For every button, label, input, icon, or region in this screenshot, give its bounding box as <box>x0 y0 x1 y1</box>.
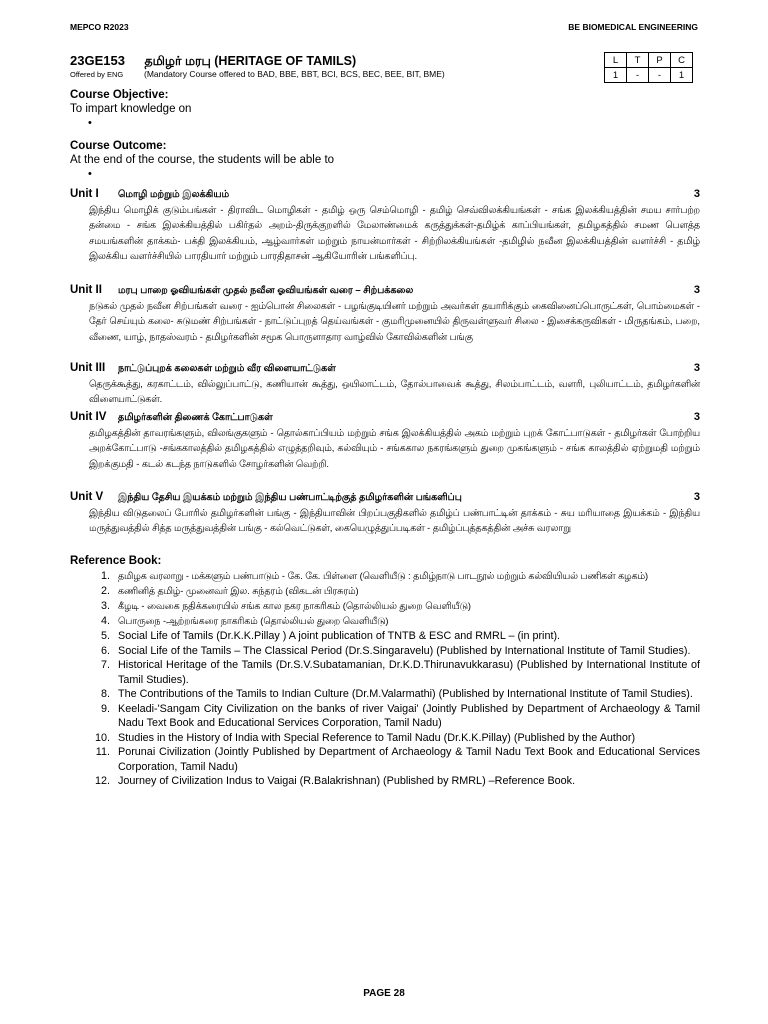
outcome-heading: Course Outcome: <box>70 140 167 152</box>
unit-body: நடுகல் முதல் நவீன சிற்பங்கள் வரை - ஐம்பொன் சிலைகள் - பழங்குடியினர் மற்றும் அவர்கள் தயாரிக்கும் கைவினைப்பொருட்கள், பொம்மைகள் - தேர் செய்யும் கலை- சுடுமண் சிற்பங்கள் - நாட்டுப்புறத் தெய்வங்கள் - குமரிமுனையில் திருவள்ளுவர் சிலை - இசைக்கருவிகள் - மிருதங்கம், பறை, வீணை, யாழ், நாதஸ்வரம் - தமிழர்களின் சமூக பொருளாதார வாழ்வில் கோவில்களின் பங்கு <box>89 301 700 342</box>
unit-number: Unit III <box>70 362 106 374</box>
ltpc-value-cell: - <box>627 68 649 83</box>
objective-text: To impart knowledge on <box>70 103 192 115</box>
reference-item <box>70 584 700 599</box>
reference-item <box>70 614 700 629</box>
unit-title: மொழி மற்றும் இலக்கியம் <box>118 189 230 200</box>
unit-heading <box>70 491 700 506</box>
ltpc-header-cell: C <box>671 53 693 68</box>
reference-list <box>70 569 700 789</box>
reference-item <box>70 629 700 644</box>
course-outcome <box>70 139 700 182</box>
objective-bullet: • <box>88 117 92 129</box>
ltpc-value-row <box>605 68 693 83</box>
unit-hours: 3 <box>693 188 700 200</box>
unit-body: தமிழகத்தின் தாவரங்களும், விலங்குகளும் - தொல்காப்பியம் மற்றும் சங்க இலக்கியத்தில் அகம் மற்றும் புறக் கோட்பாடுகள் - தமிழர்கள் போற்றிய அறக்கோட்பாடு -சங்ககாலத்தில் தமிழகத்தில் எழுத்தறிவும், கல்வியும் - சங்ககால நகரங்களும் துறை முகங்களும் - சங்க காலத்தில் ஏற்றுமதி மற்றும் இறக்குமதி - கடல் கடந்த நாடுகளில் சோழர்களின் வெற்றி. <box>89 428 700 469</box>
reference-text: The Contributions of the Tamils to Indian Culture (Dr.M.Valarmathi) (Published by International Institute of Tamil Studies). <box>118 688 693 700</box>
course-heading <box>70 52 590 70</box>
header-department: BE BIOMEDICAL ENGINEERING <box>568 22 698 32</box>
reference-item <box>70 745 700 774</box>
unit-title: தமிழர்களின் திணைக் கோட்பாடுகள் <box>118 412 273 423</box>
unit-heading <box>70 284 700 299</box>
unit-hours: 3 <box>693 491 700 503</box>
reference-number: 6. <box>100 644 110 657</box>
ltpc-header-cell: T <box>627 53 649 68</box>
reference-item <box>70 658 700 687</box>
reference-item <box>70 774 700 789</box>
reference-item <box>70 702 700 731</box>
offered-by: Offered by ENG <box>70 70 124 79</box>
reference-item <box>70 644 700 659</box>
ltpc-header-cell: L <box>605 53 627 68</box>
unit-2 <box>70 284 700 345</box>
unit-hours: 3 <box>693 284 700 296</box>
unit-title: மரபு பாறை ஓவியங்கள் முதல் நவீன ஓவியங்கள் வரை – சிற்பக்கலை <box>118 285 414 296</box>
unit-title: இந்திய தேசிய இயக்கம் மற்றும் இந்திய பண்பாட்டிற்குத் தமிழர்களின் பங்களிப்பு <box>118 492 462 503</box>
reference-item <box>70 599 700 614</box>
reference-text: Porunai Civilization (Jointly Published by Department of Archaeology & Tamil Nadu Text Book and Educational Services Corporation, Tamil Nadu) <box>118 746 700 773</box>
reference-number: 10. <box>94 731 110 744</box>
unit-1 <box>70 188 700 264</box>
reference-heading: Reference Book: <box>70 555 162 567</box>
unit-heading <box>70 362 700 377</box>
reference-text: Historical Heritage of the Tamils (Dr.S.V.Subatamanian, Dr.K.D.Thirunavukkarasu) (Published by International Institute of Tamil Studies). <box>118 659 700 686</box>
reference-number: 2. <box>100 585 110 597</box>
course-objective <box>70 88 700 131</box>
unit-body: இந்திய மொழிக் குடும்பங்கள் - திராவிட மொழிகள் - தமிழ் ஒரு செம்மொழி - தமிழ் செவ்விலக்கியங்கள் - சங்க இலக்கியத்தின் சமய சார்பற்ற தன்மை - சங்க இலக்கியத்தில் பகிர்தல் அறம்-திருக்குறளில் மேலாண்மைக் கருத்துக்கள்-தமிழ்க் காப்பியங்கள், தமிழகத்தில் சமண பௌத்த சமயங்களின் தாக்கம்- பக்தி இலக்கியம், ஆழ்வார்கள் மற்றும் நாயன்மார்கள் - சிற்றிலக்கியங்கள் -தமிழில் நவீன இலக்கியத்தின் வளர்ச்சி - தமிழ் இலக்கிய வளர்ச்சியில் பாரதியார் மற்றும் பாரதிதாசன் ஆகியோரின் பங்களிப்பு. <box>89 205 700 261</box>
course-title: தமிழர் மரபு (HERITAGE OF TAMILS) <box>144 54 357 68</box>
unit-heading <box>70 188 700 203</box>
ltpc-value-cell: 1 <box>671 68 693 83</box>
unit-body: இந்திய விடுதலைப் போரில் தமிழர்களின் பங்கு - இந்தியாவின் பிறப்பகுதிகளில் தமிழ்ப் பண்பாட்டின் தாக்கம் - சுய மரியாதை இயக்கம் - இந்திய மருத்துவத்தில் சித்த மருத்துவத்தின் பங்கு - கல்வெட்டுகள், கையெழுத்துப்படிகள் - தமிழ்ப்புத்தகத்தின் அச்சு வரலாறு <box>89 508 700 534</box>
reference-number: 11. <box>95 746 110 758</box>
reference-item <box>70 569 700 584</box>
reference-text: Studies in the History of India with Special Reference to Tamil Nadu (Dr.K.K.Pillay) (Published by the Author) <box>118 731 636 744</box>
outcome-bullet: • <box>88 168 92 180</box>
ltpc-table <box>604 52 693 83</box>
reference-text: Social Life of Tamils (Dr.K.K.Pillay ) A joint publication of TNTB & ESC and RMRL – (in print). <box>118 630 561 642</box>
reference-text: Keeladi-'Sangam City Civilization on the banks of river Vaigai' (Jointly Published by Department of Archaeology & Tamil Nadu Text Book and Educational Services Corporation, Tamil Nadu) <box>118 702 700 729</box>
unit-hours: 3 <box>693 362 700 374</box>
reference-text: தமிழக வரலாறு - மக்களும் பண்பாடும் - கே. கே. பிள்ளை (வெளியீடு : தமிழ்நாடு பாடநூல் மற்றும் கல்வியியல் பணிகள் கழகம்) <box>118 571 649 581</box>
page-number: PAGE 28 <box>363 988 405 999</box>
unit-5 <box>70 491 700 537</box>
ltpc-header-cell: P <box>649 53 671 68</box>
reference-number: 9. <box>100 702 110 715</box>
ltpc-value-cell: - <box>649 68 671 83</box>
reference-number: 7. <box>100 659 110 671</box>
unit-number: Unit IV <box>70 411 107 423</box>
mandatory-note: (Mandatory Course offered to BAD, BBE, BBT, BCI, BCS, BEC, BEE, BIT, BME) <box>144 69 445 79</box>
reference-number: 4. <box>100 615 110 627</box>
ltpc-value-cell: 1 <box>605 68 627 83</box>
reference-text: பொருநை -ஆற்றங்கரை நாகரிகம் (தொல்லியல் துறை வெளியீடு) <box>118 616 389 626</box>
unit-body: தெருக்கூத்து, கரகாட்டம், வில்லுப்பாட்டு, கணியான் கூத்து, ஒயிலாட்டம், தோல்பாவைக் கூத்து, சிலம்பாட்டம், வளரி, புலியாட்டம், தமிழர்களின் விளையாட்டுகள். <box>89 379 700 405</box>
unit-title: நாட்டுப்புறக் கலைகள் மற்றும் வீர விளையாட்டுகள் <box>118 363 336 374</box>
unit-4 <box>70 411 700 472</box>
reference-number: 1. <box>100 570 110 582</box>
reference-number: 5. <box>100 630 110 642</box>
ltpc-header-row <box>605 53 693 68</box>
course-code: 23GE153 <box>70 53 125 68</box>
header-regulation: MEPCO R2023 <box>70 22 129 32</box>
reference-item <box>70 687 700 702</box>
unit-number: Unit V <box>70 491 104 503</box>
objective-heading: Course Objective: <box>70 89 169 101</box>
reference-text: கணினித் தமிழ்- முனைவர் இல. சுந்தரம் (விகடன் பிரசுரம்) <box>118 586 359 596</box>
reference-item <box>70 731 700 746</box>
outcome-text: At the end of the course, the students will be able to <box>70 154 335 166</box>
unit-3 <box>70 362 700 408</box>
reference-number: 12. <box>94 775 110 787</box>
reference-text: கீழடி - வைகை நதிக்கரையில் சங்க கால நகர நாகரிகம் (தொல்லியல் துறை வெளியீடு) <box>118 601 471 611</box>
unit-heading <box>70 411 700 426</box>
unit-hours: 3 <box>693 411 700 423</box>
unit-number: Unit I <box>70 188 99 200</box>
reference-number: 8. <box>100 688 110 700</box>
reference-text: Journey of Civilization Indus to Vaigai (R.Balakrishnan) (Published by RMRL) –Reference Book. <box>118 775 576 787</box>
reference-text: Social Life of the Tamils – The Classical Period (Dr.S.Singaravelu) (Published by International Institute of Tamil Studies). <box>118 644 691 657</box>
reference-number: 3. <box>100 600 110 612</box>
unit-number: Unit II <box>70 284 102 296</box>
